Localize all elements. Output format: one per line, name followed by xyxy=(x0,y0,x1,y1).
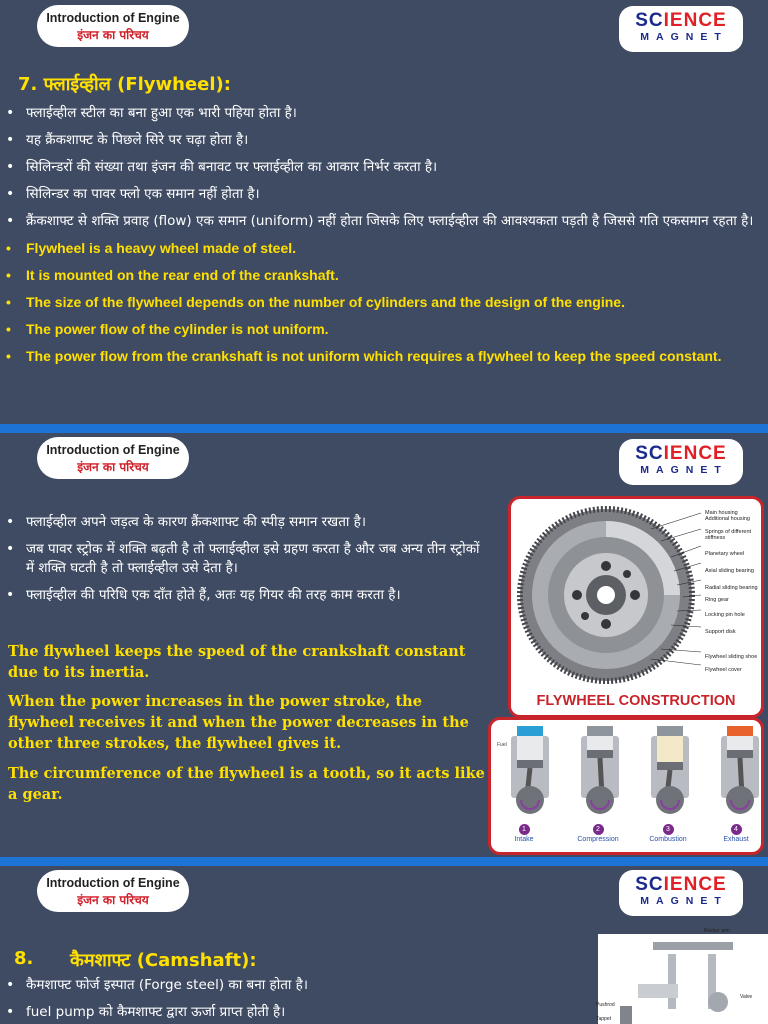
topic-badge xyxy=(37,870,189,912)
figure-label: Tappet xyxy=(596,1016,612,1022)
stroke-intake xyxy=(511,726,549,814)
flywheel-paragraph-1: The flywheel keeps the speed of the crankshaft constant due to its inertia. xyxy=(8,643,466,681)
list-item: • क्रैंकशाफ्ट से शक्ति प्रवाह (flow) एक समान (uniform) नहीं होता जिसके लिए फ्लाईव्हील की आवश्यकता पड़ती है जिससे गति एकसमान रहता है। xyxy=(2,212,758,231)
list-item: • सिलिन्डर का पावर फ्लो एक समान नहीं होता है। xyxy=(2,185,758,204)
four-stroke-diagram xyxy=(491,720,761,820)
figure-label: Additional housing xyxy=(705,516,750,522)
stroke-label-exhaust: 4 Exhaust xyxy=(723,826,749,843)
stroke-label-intake: 1 Intake xyxy=(514,826,534,843)
badge-title-en: Introduction of Engine xyxy=(46,443,180,457)
list-item: • फ्लाईव्हील की परिधि एक दाँत होते हैं, अतः यह गियर की तरह काम करता है। xyxy=(2,586,488,605)
list-item: • कैमशाफ्ट फोर्ज इस्पात (Forge steel) का बना होता है। xyxy=(2,976,602,995)
figure-label: Axial sliding bearing xyxy=(705,568,754,574)
list-item: • फ्लाईव्हील स्टील का बना हुआ एक भारी पहिया होता है। xyxy=(2,104,758,123)
slide-3 xyxy=(0,866,768,1024)
topic-badge xyxy=(37,5,189,47)
stroke-compression xyxy=(581,726,619,814)
figure-label: Flywheel cover xyxy=(705,667,742,673)
list-item: • The size of the flywheel depends on the number of cylinders and the design of the engine. xyxy=(2,293,758,312)
figure-label: Ring gear xyxy=(705,597,729,603)
flywheel-diagram xyxy=(511,499,761,689)
fuel-label: Fuel xyxy=(497,742,507,748)
stroke-label-combustion: 3 Combustion xyxy=(649,826,687,843)
section-heading-flywheel: 7. फ्लाईव्हील (Flywheel): xyxy=(18,74,231,95)
flywheel-construction-figure xyxy=(508,496,764,718)
figure-caption: FLYWHEEL CONSTRUCTION xyxy=(536,693,736,709)
camshaft-diagram xyxy=(598,924,768,1024)
science-magnet-logo: SCIENCE MAGNET xyxy=(619,6,743,52)
section-heading-number: 8. xyxy=(14,948,34,969)
slide-1 xyxy=(0,0,768,424)
figure-label: Flywheel sliding shoe xyxy=(705,654,758,660)
flywheel-bullet-list-hi xyxy=(2,513,488,613)
list-item: • जब पावर स्ट्रोक में शक्ति बढ़ती है तो फ्लाईव्हील इसे ग्रहण करता है और जब अन्य तीन स्ट्रोकों में शक्ति घटती है तो फ्लाईव्हील उसे देता है। xyxy=(2,540,488,578)
four-stroke-figure xyxy=(488,717,764,855)
camshaft-bullet-list xyxy=(2,976,602,1024)
badge-title-en: Introduction of Engine xyxy=(46,11,180,25)
badge-title-en: Introduction of Engine xyxy=(46,876,180,890)
topic-badge xyxy=(37,437,189,479)
slide-2 xyxy=(0,433,768,857)
list-item: • The power flow from the crankshaft is not uniform which requires a flywheel to keep the speed constant. xyxy=(2,347,758,366)
stroke-exhaust xyxy=(721,726,759,814)
badge-title-hi: इंजन का परिचय xyxy=(77,28,149,42)
figure-label: Rocker arm xyxy=(704,928,730,934)
figure-label: Radial sliding bearing xyxy=(705,585,758,591)
list-item: • It is mounted on the rear end of the crankshaft. xyxy=(2,266,758,285)
flywheel-paragraph-2: When the power increases in the power stroke, the flywheel receives it and when the power decreases in the other three strokes, the flywheel gives it. xyxy=(8,693,469,752)
figure-label: Valve xyxy=(740,994,753,1000)
stroke-label-compression: 2 Compression xyxy=(577,826,619,843)
science-magnet-logo: SCIENCE MAGNET xyxy=(619,870,743,916)
figure-label: Support disk xyxy=(705,629,736,635)
figure-label: stiffness xyxy=(705,535,726,541)
list-item: • fuel pump को कैमशाफ्ट द्वारा ऊर्जा प्राप्त होती है। xyxy=(2,1003,602,1022)
figure-label: Main housing xyxy=(705,510,738,516)
slide-separator xyxy=(0,857,768,866)
badge-title-hi: इंजन का परिचय xyxy=(77,893,149,907)
flywheel-bullet-list xyxy=(2,104,758,374)
stroke-combustion xyxy=(651,726,689,814)
flywheel-paragraph-3: The circumference of the flywheel is a tooth, so it acts like a gear. xyxy=(8,765,485,803)
list-item: • फ्लाईव्हील अपने जड़त्व के कारण क्रैंकशाफ्ट की स्पीड़ समान रखता है। xyxy=(2,513,488,532)
science-magnet-logo: SCIENCE MAGNET xyxy=(619,439,743,485)
list-item: • यह क्रैंकशाफ्ट के पिछले सिरे पर चढ़ा होता है। xyxy=(2,131,758,150)
figure-label: Planetary wheel xyxy=(705,551,745,557)
figure-label: Pushrod xyxy=(596,1002,615,1008)
list-item: • The power flow of the cylinder is not uniform. xyxy=(2,320,758,339)
slide-separator xyxy=(0,424,768,433)
list-item: • Flywheel is a heavy wheel made of steel. xyxy=(2,239,758,258)
section-heading-camshaft: कैमशाफ्ट (Camshaft): xyxy=(70,950,257,971)
list-item: • सिलिन्डरों की संख्या तथा इंजन की बनावट पर फ्लाईव्हील का आकार निर्भर करता है। xyxy=(2,158,758,177)
figure-label: Springs of different xyxy=(705,529,752,535)
badge-title-hi: इंजन का परिचय xyxy=(77,460,149,474)
figure-label: Locking pin hole xyxy=(705,612,745,618)
